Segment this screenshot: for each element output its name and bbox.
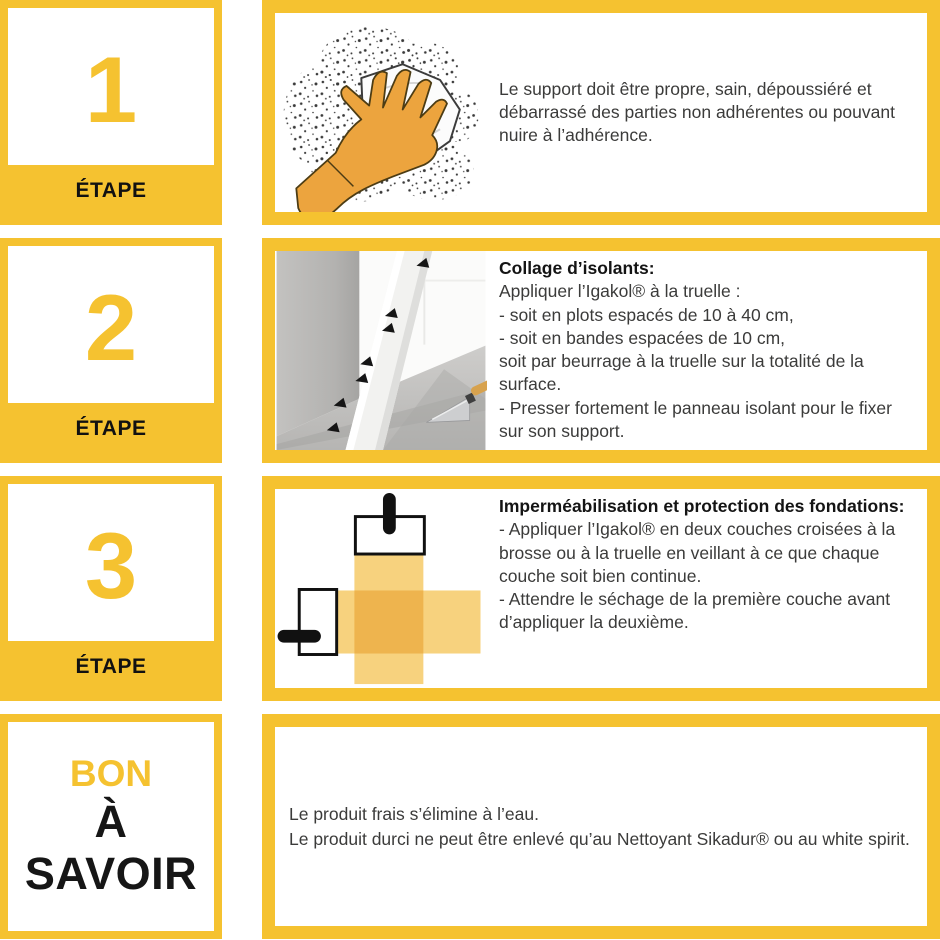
step-box-1 — [0, 0, 222, 225]
step-label-band-1: ÉTAPE — [8, 165, 214, 217]
panel-step-1 — [262, 0, 940, 225]
panel-step-2 — [262, 238, 940, 463]
step2-text-wrap — [487, 251, 927, 450]
step1-illustration-wrap — [275, 13, 487, 212]
step-number-3: 3 — [84, 512, 138, 618]
step2-line: - Presser fortement le panneau isolant pour le fixer sur son support. — [499, 397, 892, 441]
tip-box — [0, 714, 222, 939]
step3-line: - Appliquer l’Igakol® en deux couches croisées à la brosse ou à la truelle en veillant à ce que chaque couche soit bien continue. — [499, 519, 896, 586]
step-label-band-2: ÉTAPE — [8, 403, 214, 455]
step2-heading: Collage d’isolants: — [499, 258, 655, 278]
insulation-panel-adhesive-photo — [275, 251, 487, 450]
note-line: Le produit durci ne peut être enlevé qu’au Nettoyant Sikadur® ou au white spirit. — [289, 828, 910, 849]
step-number-1: 1 — [84, 36, 138, 142]
step3-text-wrap — [487, 489, 927, 688]
step2-line: soit par beurrage à la truelle sur la totalité de la surface. — [499, 351, 864, 395]
step2-illustration-wrap — [275, 251, 487, 450]
step3-line: - Attendre le séchage de la première couche avant d’appliquer la deuxième. — [499, 589, 891, 633]
tip-line-a-savoir: À SAVOIR — [24, 796, 198, 899]
top-applicator-handle — [383, 493, 396, 534]
step1-paragraph: Le support doit être propre, sain, dépoussiéré et débarrassé des parties non adhérentes ou pouvant nuire à l’adhérence. — [499, 78, 895, 146]
step-box-3 — [0, 476, 222, 701]
left-applicator — [299, 589, 336, 654]
step1-text-wrap — [487, 13, 927, 212]
step2-line: - soit en bandes espacées de 10 cm, — [499, 327, 786, 348]
panel-step-3 — [262, 476, 940, 701]
left-applicator-handle — [278, 630, 321, 643]
step-number-2: 2 — [84, 274, 138, 380]
panel-note — [262, 714, 940, 939]
note-line: Le produit frais s’élimine à l’eau. — [289, 804, 539, 825]
tip-line-bon: BON — [69, 753, 153, 795]
step-label-band-3: ÉTAPE — [8, 641, 214, 693]
step2-line: Appliquer l’Igakol® à la truelle : — [499, 281, 741, 302]
note-text-wrap — [275, 802, 910, 850]
step3-illustration-wrap — [275, 489, 487, 688]
hand-wiping-dust-illustration — [275, 13, 487, 212]
step3-heading: Imperméabilisation et protection des fondations: — [499, 496, 905, 516]
step-box-2 — [0, 238, 222, 463]
step2-line: - soit en plots espacés de 10 à 40 cm, — [499, 304, 794, 325]
coats-overlap — [354, 590, 423, 653]
crossed-coats-diagram — [275, 489, 487, 688]
